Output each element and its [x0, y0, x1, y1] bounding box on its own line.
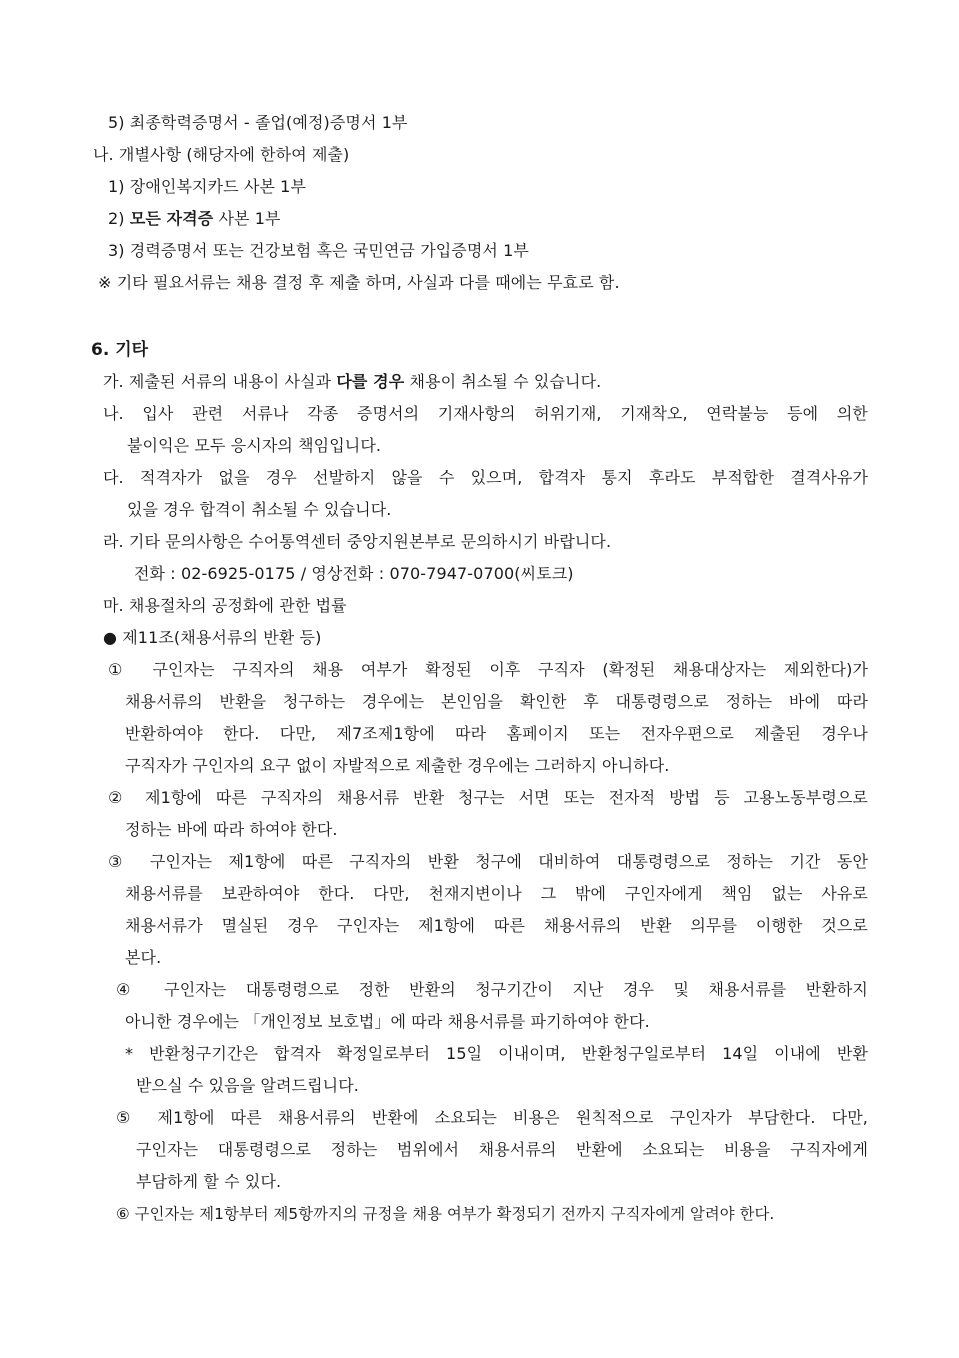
clause-5-line-3: 부담하게 할 수 있다. — [136, 1172, 282, 1191]
individual-item-2 — [108, 208, 281, 230]
clause-2-line-1: ② 제1항에 따른 구직자의 채용서류 반환 청구는 서면 또는 전자적 방법 등 고용노동부령으로 — [108, 788, 868, 807]
clause-1-line-1: ① 구인자는 구직자의 채용 여부가 확정된 이후 구직자 (확정된 채용대상자는 제외한다)가 — [108, 660, 868, 679]
individual-item-1: 1) 장애인복지카드 사본 1부 — [108, 177, 307, 196]
item-ga-bold: 다를 경우 — [336, 372, 405, 391]
doc-item-5: 5) 최종학력증명서 - 졸업(예정)증명서 1부 — [108, 113, 408, 132]
individual-item-2-prefix: 2) — [108, 209, 130, 228]
item-da-line-2: 있을 경우 합격이 취소될 수 있습니다. — [127, 500, 392, 519]
item-na-line-1: 나. 입사 관련 서류나 각종 증명서의 기재사항의 허위기재, 기재착오, 연락불능 등에 의한 — [103, 404, 868, 423]
article-11-title: ● 제11조(채용서류의 반환 등) — [103, 628, 322, 647]
item-ra-line-1: 라. 기타 문의사항은 수어통역센터 중앙지원본부로 문의하시기 바랍니다. — [103, 532, 612, 551]
individual-item-2-suffix: 사본 1부 — [213, 209, 281, 228]
clause-3-line-1: ③ 구인자는 제1항에 따른 구직자의 반환 청구에 대비하여 대통령령으로 정하는 기간 동안 — [108, 852, 868, 871]
clause-3-line-4: 본다. — [125, 948, 162, 967]
clause-1-line-4: 구직자가 구인자의 요구 없이 자발적으로 제출한 경우에는 그러하지 아니하다. — [125, 756, 670, 775]
clause-4-note-line-1: * 반환청구기간은 합격자 확정일로부터 15일 이내이며, 반환청구일로부터 14일 이내에 반환 — [125, 1044, 868, 1063]
clause-1-line-3: 반환하여야 한다. 다만, 제7조제1항에 따라 홈페이지 또는 전자우편으로 제출된 경우나 — [125, 724, 868, 743]
clause-5-line-2: 구인자는 대통령령으로 정하는 범위에서 채용서류의 반환에 소요되는 비용을 구직자에게 — [136, 1140, 868, 1159]
item-da-line-1: 다. 적격자가 없을 경우 선발하지 않을 수 있으며, 합격자 통지 후라도 부적합한 결격사유가 — [103, 468, 868, 487]
clause-4-note-line-2: 받으실 수 있음을 알려드립니다. — [136, 1076, 359, 1095]
clause-4-line-2: 아니한 경우에는 「개인정보 보호법」에 따라 채용서류를 파기하여야 한다. — [125, 1012, 650, 1031]
item-na-line-2: 불이익은 모두 응시자의 책임입니다. — [127, 436, 382, 455]
item-ga-suffix: 채용이 취소될 수 있습니다. — [404, 372, 602, 391]
clause-5-line-1: ⑤ 제1항에 따른 채용서류의 반환에 소요되는 비용은 원칙적으로 구인자가 부담한다. 다만, — [116, 1108, 868, 1127]
individual-item-3: 3) 경력증명서 또는 건강보험 혹은 국민연금 가입증명서 1부 — [108, 241, 529, 260]
section-na-title: 나. 개별사항 (해당자에 한하여 제출) — [93, 145, 350, 164]
individual-item-2-bold: 모든 자격증 — [129, 209, 214, 228]
item-ga — [103, 371, 601, 393]
clause-3-line-3: 채용서류가 멸실된 경우 구인자는 제1항에 따른 채용서류의 반환 의무를 이행한 것으로 — [125, 916, 868, 935]
docs-note: ※ 기타 필요서류는 채용 결정 후 제출 하며, 사실과 다를 때에는 무효로 함. — [98, 273, 620, 292]
clause-3-line-2: 채용서류를 보관하여야 한다. 다만, 천재지변이나 그 밖에 구인자에게 책임 없는 사유로 — [125, 884, 868, 903]
clause-4-line-1: ④ 구인자는 대통령령으로 정한 반환의 청구기간이 지난 경우 및 채용서류를 반환하지 — [116, 980, 868, 999]
item-ma: 마. 채용절차의 공정화에 관한 법률 — [103, 596, 347, 615]
contact-phones: 전화 : 02-6925-0175 / 영상전화 : 070-7947-0700(씨토크) — [134, 564, 574, 583]
item-ga-prefix: 가. 제출된 서류의 내용이 사실과 — [103, 372, 337, 391]
clause-1-line-2: 채용서류의 반환을 청구하는 경우에는 본인임을 확인한 후 대통령령으로 정하는 바에 따라 — [125, 692, 868, 711]
clause-6: ⑥ 구인자는 제1항부터 제5항까지의 규정을 채용 여부가 확정되기 전까지 구직자에게 알려야 한다. — [116, 1205, 775, 1223]
section-6-heading: 6. 기타 — [91, 340, 149, 360]
clause-2-line-2: 정하는 바에 따라 하여야 한다. — [125, 820, 338, 839]
